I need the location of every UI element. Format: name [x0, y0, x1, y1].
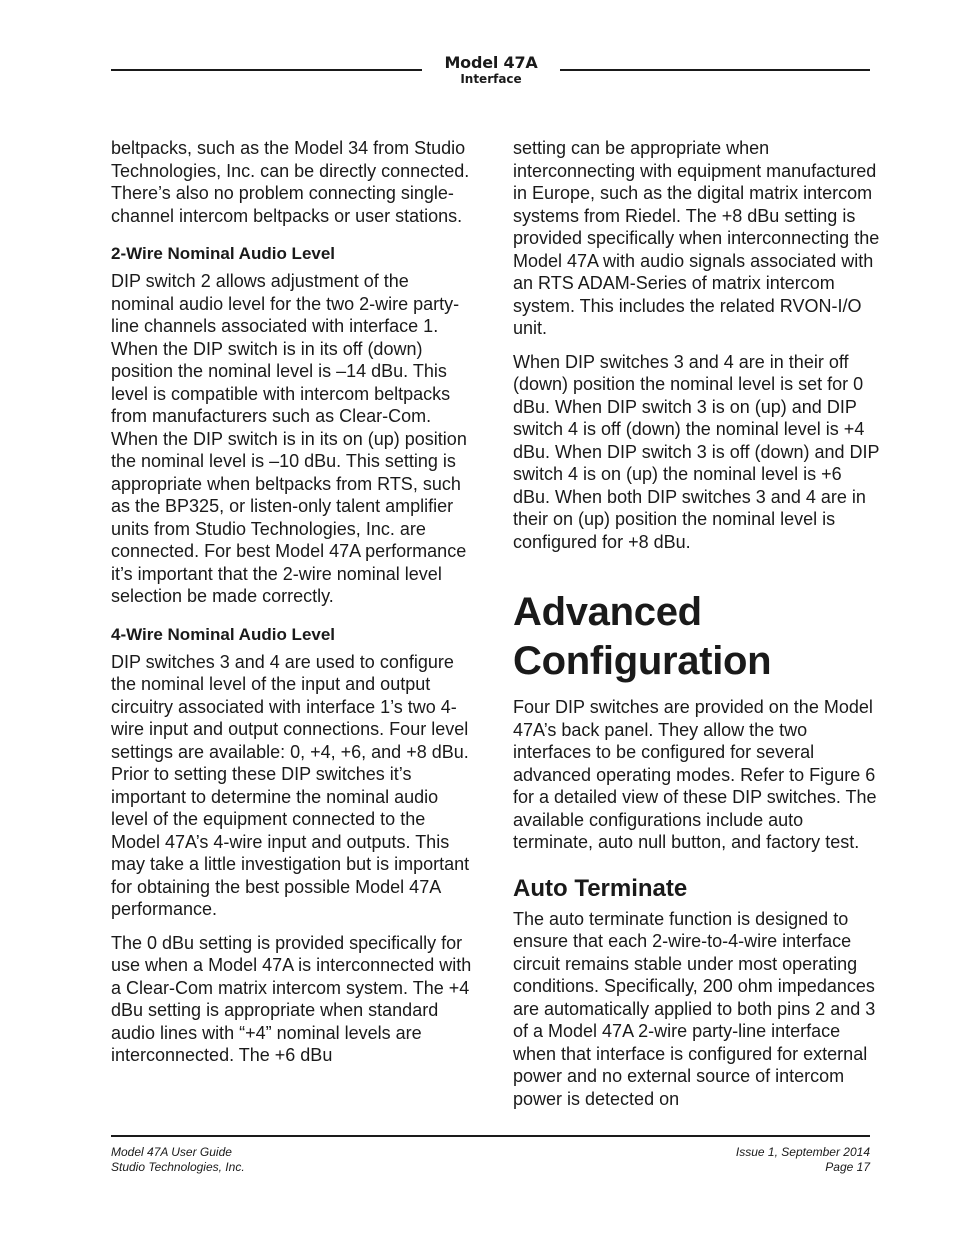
footer-company: Studio Technologies, Inc. — [111, 1160, 245, 1174]
heading-2wire-level: 2-Wire Nominal Audio Level — [111, 244, 336, 263]
heading-4wire-level: 4-Wire Nominal Audio Level — [111, 624, 336, 644]
footer-guide-title: Model 47A User Guide — [111, 1145, 232, 1159]
heading-advanced-configuration: Advanced Configuration — [513, 590, 772, 683]
header-title: Model 47A — [444, 53, 538, 72]
paragraph-2wire-level: DIP switch 2 allows adjustment of the nominal audio level for the two 2-wire party-line channels associated with interface 1. When the DIP switch is in its off (down) position the nominal level is –14 dBu. This level is compatible with intercom beltpacks from manufacturers such as Clear-Com. When the DIP switch is in its on (up) position the nominal level is –10 dBu. This setting is appropriate when beltpacks from RTS, such as the BP325, or listen-only talent amplifier units from Studio Technologies, Inc. are connected. For best Model 47A performance it’s important that the 2-wire nominal level selection be made correctly. — [111, 271, 467, 606]
header-rule-left — [111, 69, 422, 71]
paragraph-advanced-configuration: Four DIP switches are provided on the Model 47A’s back panel. They allow the two interfaces to be configured for several advanced operating modes. Refer to Figure 6 for a detailed view of these DIP switches. The available configurations include auto terminate, auto null button, and factory test. — [513, 697, 877, 852]
paragraph-0dbu-setting: The 0 dBu setting is provided specifically for use when a Model 47A is interconnected with a Clear-Com matrix intercom system. The +4 dBu setting is appropriate when standard audio lines with “+4” nominal levels are interconnected. The +6 dBu — [111, 932, 472, 1065]
paragraph-auto-terminate: The auto terminate function is designed to ensure that each 2-wire-to-4-wire interface circuit remains stable under most operating conditions. Specifically, 200 ohm impedances are automatically applied to both pins 2 and 3 of a Model 47A 2-wire party-line interface when that interface is configured for external power and no external source of intercom power is detected on — [513, 908, 876, 1109]
paragraph-continued: setting can be appropriate when interconnecting with equipment manufactured in Europe, such as the digital matrix intercom systems from Riedel. The +8 dBu setting is provided specifically when interconnecting the Model 47A with audio signals associated with an RTS ADAM-Series of matrix intercom system. This includes the related RVON-I/O unit. — [513, 138, 880, 338]
header-rule-right — [560, 69, 870, 71]
footer-rule — [111, 1135, 870, 1137]
paragraph-dip-levels: When DIP switches 3 and 4 are in their off (down) position the nominal level is set for 0 dBu. When DIP switch 3 is on (up) and DIP switch 4 is off (down) the nominal level is +4 dBu. When DIP switch 3 is off (down) and DIP switch 4 is on (up) the nominal level is +6 dBu. When both DIP switches 3 and 4 are in their on (up) position the nominal level is configured for +8 dBu. — [513, 351, 880, 552]
right-column — [513, 137, 883, 1110]
footer-left — [111, 1145, 245, 1175]
left-column — [111, 137, 473, 1067]
paragraph-intro: beltpacks, such as the Model 34 from Studio Technologies, Inc. can be directly connected. There’s also no problem connecting single-channel intercom beltpacks or user stations. — [111, 138, 470, 226]
paragraph-4wire-level: DIP switches 3 and 4 are used to configure the nominal level of the input and output circuitry associated with interface 1’s two 4-wire input and output connections. Four level settings are available: 0, +4, +6, and +8 dBu. Prior to setting these DIP switches it’s important to determine the nominal audio level of the equipment connected to the Model 47A’s 4-wire input and outputs. This may take a little investigation but is important for obtaining the best possible Model 47A performance. — [111, 651, 470, 919]
heading-auto-terminate: Auto Terminate — [513, 874, 688, 902]
footer-right — [736, 1145, 870, 1175]
header-subtitle: Interface — [460, 72, 522, 86]
page-number: Page 17 — [825, 1160, 870, 1174]
footer-issue: Issue 1, September 2014 — [735, 1145, 870, 1159]
